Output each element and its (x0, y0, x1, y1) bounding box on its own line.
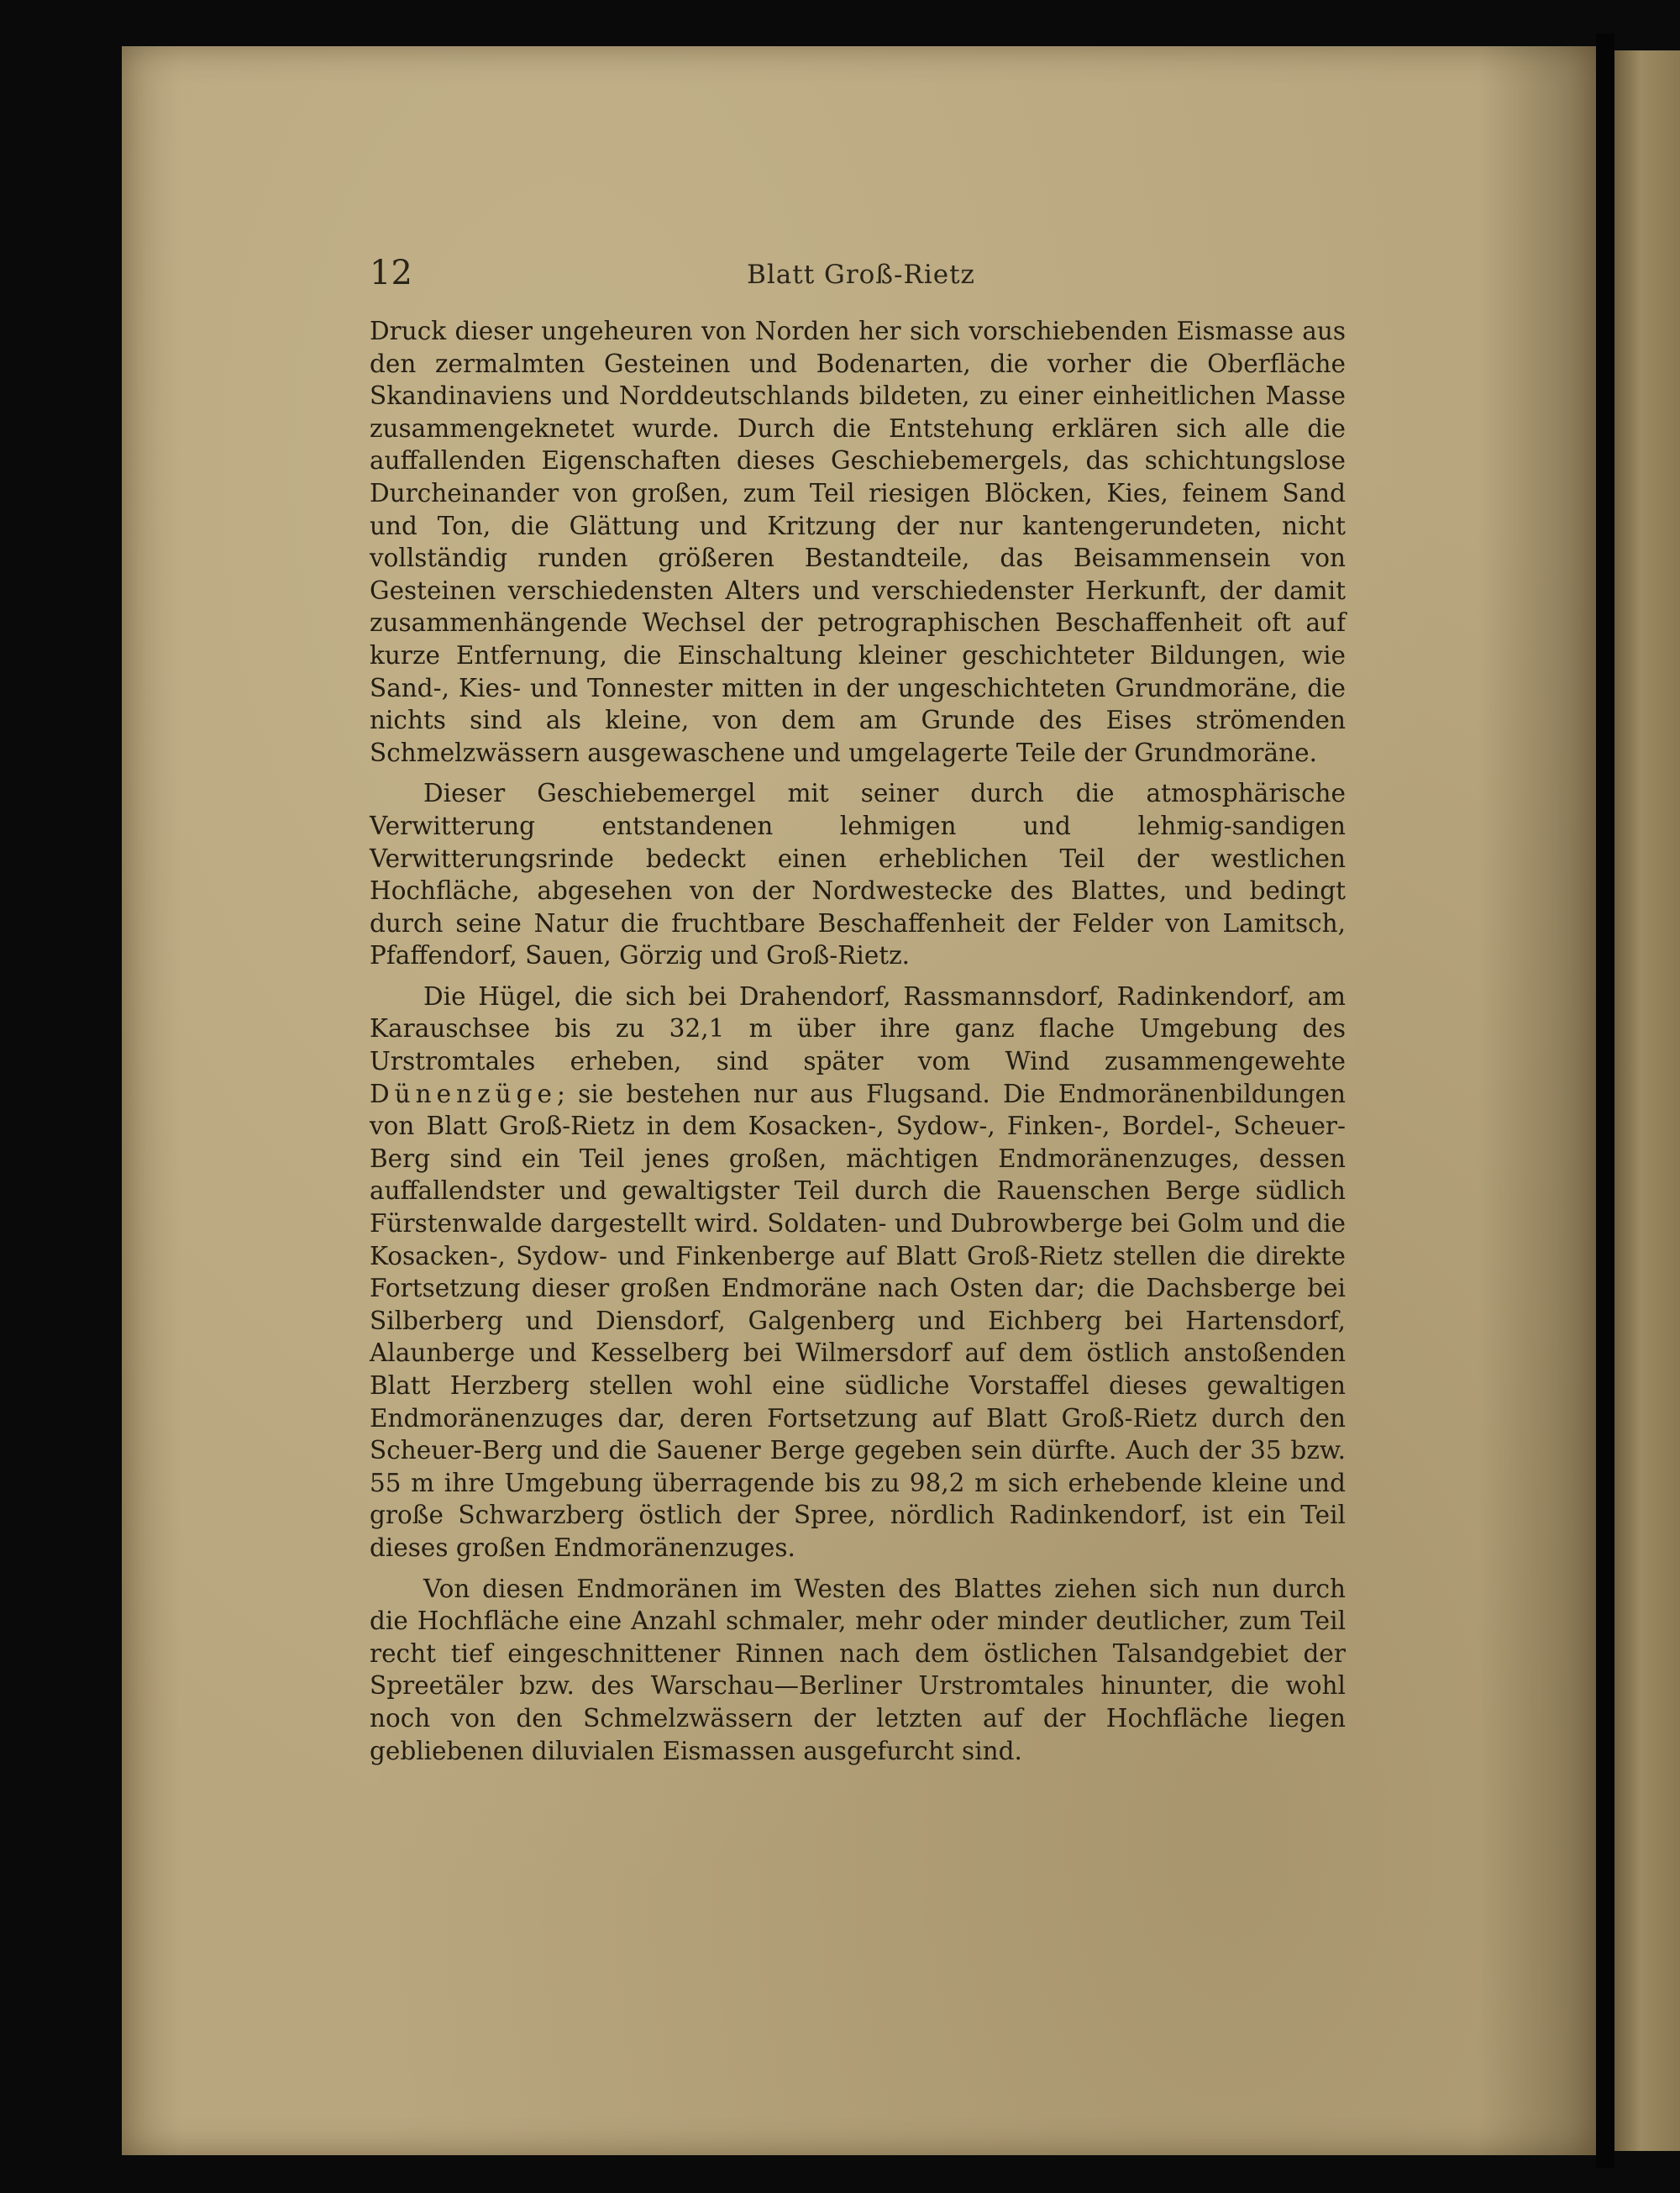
book-gutter (1596, 34, 1614, 2168)
body-text (370, 315, 1346, 1775)
facing-page-edge (1614, 50, 1680, 2151)
paragraph-3-text-before: Die Hügel, die sich bei Drahendorf, Rassmannsdorf, Radinkendorf, am Karauschsee bis zu 32,1 m über ihre ganz flache Umgebung des Urstromtales erheben, sind später vom Wind zusammengewehte (370, 981, 1346, 1076)
paragraph-4: Von diesen Endmoränen im Westen des Blattes ziehen sich nun durch die Hochfläche eine Anzahl schmaler, mehr oder minder deutlicher, zum Teil recht tief eingeschnittener Rinnen nach dem östlichen Talsandgebiet der Spreetäler bzw. des Warschau—Berliner Urstromtales hinunter, die wohl noch von den Schmelzwässern der letzten auf der Hochfläche liegen gebliebenen diluvialen Eismassen ausgefurcht sind. (370, 1574, 1346, 1765)
paragraph-3-text-after: ; sie bestehen nur aus Flugsand. Die Endmoränenbildungen von Blatt Groß-Rietz in dem Kosacken-, Sydow-, Finken-, Bordel-, Scheuer-Berg sind ein Teil jenes großen, mächtigen Endmoränenzuges, dessen auffallendster und gewaltigster Teil durch die Rauenschen Berge südlich Fürstenwalde dargestellt wird. Soldaten- und Dubrowberge bei Golm und die Kosacken-, Sydow- und Finkenberge auf Blatt Groß-Rietz stellen die direkte Fortsetzung dieser großen Endmoräne nach Osten dar; die Dachsberge bei Silberberg und Diensdorf, Galgenberg und Eichberg bei Hartensdorf, Alaunberge und Kesselberg bei Wilmersdorf auf dem östlich anstoßenden Blatt Herzberg stellen wohl eine südliche Vorstaffel dieses gewaltigen Endmoränenzuges dar, deren Fortsetzung auf Blatt Groß-Rietz durch den Scheuer-Berg und die Sauener Berge gegeben sein dürfte. Auch der 35 bzw. 55 m ihre Umgebung überragende bis zu 98,2 m sich erhebende kleine und große Schwarzberg östlich der Spree, nördlich Radinkendorf, ist ein Teil dieses großen Endmoränenzuges. (370, 1079, 1346, 1562)
paragraph-1: Druck dieser ungeheuren von Norden her sich vorschiebenden Eismasse aus den zermalmten Gesteinen und Bodenarten, die vorher die Oberfläche Skandinaviens und Norddeutschlands bildeten, zu einer einheitlichen Masse zusammengeknetet wurde. Durch die Entstehung erklären sich alle die auffallenden Eigenschaften dieses Geschiebemergels, das schichtungslose Durcheinander von großen, zum Teil riesigen Blöcken, Kies, feinem Sand und Ton, die Glättung und Kritzung der nur kantengerundeten, nicht vollständig runden größeren Bestandteile, das Beisammensein von Gesteinen verschiedensten Alters und verschiedenster Herkunft, der damit zusammenhängende Wechsel der petrographischen Beschaffenheit oft auf kurze Entfernung, die Einschaltung kleiner geschichteter Bildungen, wie Sand-, Kies- und Tonnester mitten in der ungeschichteten Grundmoräne, die nichts sind als kleine, von dem am Grunde des Eises strömenden Schmelzwässern ausgewaschene und umgelagerte Teile der Grundmoräne. (370, 317, 1346, 767)
paragraph-2: Dieser Geschiebemergel mit seiner durch die atmosphärische Verwitterung entstandenen lehmigen und lehmig-sandigen Verwitterungsrinde bedeckt einen erheblichen Teil der westlichen Hochfläche, abgesehen von der Nordwestecke des Blattes, und bedingt durch seine Natur die fruchtbare Beschaffenheit der Felder von Lamitsch, Pfaffendorf, Sauen, Görzig und Groß-Rietz. (370, 779, 1346, 970)
running-title: Blatt Groß-Rietz (747, 260, 975, 290)
page-number: 12 (370, 254, 412, 292)
paragraph-3-emphasis: Dünenzüge (370, 1079, 557, 1108)
paragraph-3 (370, 981, 1346, 1565)
page-header (370, 252, 1352, 294)
